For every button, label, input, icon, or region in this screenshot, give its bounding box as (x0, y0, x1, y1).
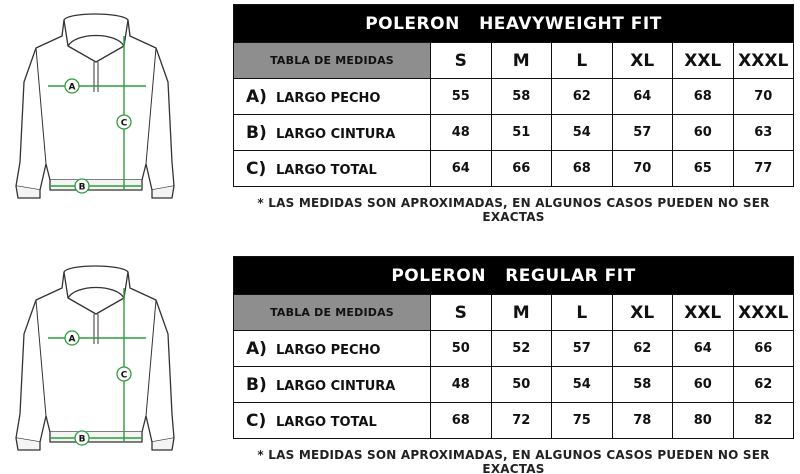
size-header-s: S (431, 295, 492, 331)
row-name: LARGO CINTURA (276, 378, 396, 394)
table-cell: 55 (431, 79, 492, 115)
table-row (234, 151, 794, 187)
table-cell: 50 (491, 367, 552, 403)
table-cell: 75 (552, 403, 613, 439)
hoodie-outline (16, 266, 174, 450)
table-cell: 58 (612, 367, 673, 403)
marker-b-label: B (78, 182, 86, 193)
table-cell: 51 (491, 115, 552, 151)
table-title: POLERON HEAVYWEIGHT FIT (234, 5, 794, 43)
table-cell: 48 (431, 115, 492, 151)
row-letter: A) (246, 338, 267, 359)
size-header-xxl: XXL (673, 295, 734, 331)
table-cell: 63 (733, 115, 794, 151)
table-row (234, 79, 794, 115)
table-cell: 58 (491, 79, 552, 115)
row-name: LARGO TOTAL (276, 414, 377, 430)
table-row (234, 367, 794, 403)
size-header-xxxl: XXXL (733, 43, 794, 79)
table-cell: 48 (431, 367, 492, 403)
hoodie-outline (16, 14, 174, 198)
marker-c-label: C (120, 118, 128, 129)
table-cell: 62 (612, 331, 673, 367)
marker-a-label: A (68, 82, 76, 93)
row-letter: A) (246, 86, 267, 107)
table-cell: 54 (552, 115, 613, 151)
row-letter: C) (246, 410, 267, 431)
table-cell: 77 (733, 151, 794, 187)
table-header-label: TABLA DE MEDIDAS (234, 295, 431, 331)
table-cell: 57 (552, 331, 613, 367)
table-cell: 54 (552, 367, 613, 403)
marker-c-label: C (120, 370, 128, 381)
table-cell: 52 (491, 331, 552, 367)
table-cell: 65 (673, 151, 734, 187)
table-cell: 68 (673, 79, 734, 115)
table-cell: 50 (431, 331, 492, 367)
marker-b-label: B (78, 434, 86, 445)
row-name: LARGO PECHO (276, 90, 381, 106)
table-row (234, 331, 794, 367)
hoodie-diagram-heavyweight (6, 12, 184, 202)
size-header-xl: XL (612, 43, 673, 79)
marker-a-label: A (68, 334, 76, 345)
hoodie-diagram-regular (6, 264, 184, 454)
size-table-regular (233, 256, 794, 439)
table-header-label: TABLA DE MEDIDAS (234, 43, 431, 79)
table-row (234, 115, 794, 151)
disclaimer-note: * LAS MEDIDAS SON APROXIMADAS, EN ALGUNOS CASOS PUEDEN NO SER EXACTAS (257, 196, 770, 224)
row-letter: C) (246, 158, 267, 179)
table-cell: 70 (733, 79, 794, 115)
table-cell: 78 (612, 403, 673, 439)
table-cell: 66 (491, 151, 552, 187)
size-header-xl: XL (612, 295, 673, 331)
table-cell: 62 (733, 367, 794, 403)
table-row (234, 403, 794, 439)
size-header-s: S (431, 43, 492, 79)
table-cell: 66 (733, 331, 794, 367)
table-cell: 60 (673, 115, 734, 151)
size-header-l: L (552, 43, 613, 79)
size-header-m: M (491, 295, 552, 331)
row-name: LARGO PECHO (276, 342, 381, 358)
table-cell: 57 (612, 115, 673, 151)
table-cell: 82 (733, 403, 794, 439)
table-cell: 68 (431, 403, 492, 439)
table-cell: 64 (612, 79, 673, 115)
row-letter: B) (246, 122, 267, 143)
size-table-heavyweight (233, 4, 794, 187)
table-cell: 64 (431, 151, 492, 187)
table-cell: 72 (491, 403, 552, 439)
table-cell: 68 (552, 151, 613, 187)
row-name: LARGO CINTURA (276, 126, 396, 142)
table-cell: 62 (552, 79, 613, 115)
row-name: LARGO TOTAL (276, 162, 377, 178)
size-header-l: L (552, 295, 613, 331)
size-header-xxxl: XXXL (733, 295, 794, 331)
table-cell: 60 (673, 367, 734, 403)
size-header-xxl: XXL (673, 43, 734, 79)
size-header-m: M (491, 43, 552, 79)
table-cell: 70 (612, 151, 673, 187)
disclaimer-note: * LAS MEDIDAS SON APROXIMADAS, EN ALGUNOS CASOS PUEDEN NO SER EXACTAS (257, 448, 770, 474)
table-cell: 64 (673, 331, 734, 367)
table-title: POLERON REGULAR FIT (234, 257, 794, 295)
table-cell: 80 (673, 403, 734, 439)
row-letter: B) (246, 374, 267, 395)
